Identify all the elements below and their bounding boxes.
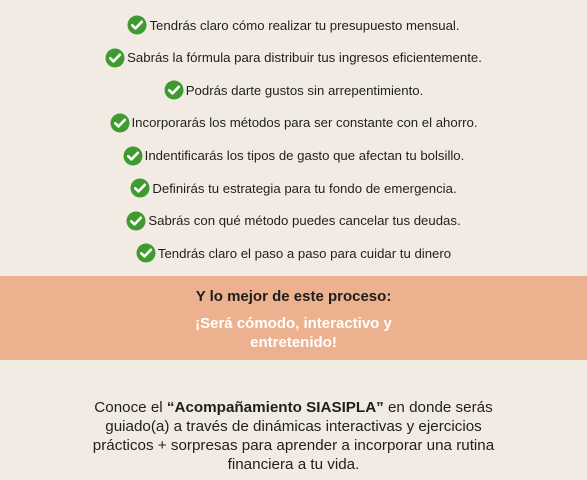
benefit-label: Incorporarás los métodos para ser constante con el ahorro. <box>131 115 478 131</box>
benefit-label: Tendrás claro el paso a paso para cuidar tu dinero <box>157 245 452 261</box>
program-name: “Acompañamiento SIASIPLA” <box>166 399 384 417</box>
benefit-label: Indentificarás los tipos de gasto que afectan tu bolsillo. <box>144 148 465 164</box>
benefits-list <box>0 9 587 270</box>
check-circle-icon <box>105 48 125 68</box>
benefit-label: Sabrás con qué método puedes cancelar tus deudas. <box>148 213 461 229</box>
highlight-title: Y lo mejor de este proceso: <box>195 288 392 305</box>
description-prefix: Conoce el <box>94 399 167 417</box>
highlight-band <box>0 276 587 360</box>
benefit-label: Podrás darte gustos sin arrepentimiento. <box>185 82 424 98</box>
check-circle-icon <box>136 243 156 263</box>
benefit-label: Sabrás la fórmula para distribuir tus ingresos eficientemente. <box>127 50 482 66</box>
benefit-item <box>0 205 587 238</box>
check-circle-icon <box>130 178 150 198</box>
check-circle-icon <box>127 15 147 35</box>
benefit-item <box>0 9 587 42</box>
check-circle-icon <box>164 80 184 100</box>
benefit-item <box>0 74 587 107</box>
benefit-item <box>0 172 587 205</box>
check-circle-icon <box>110 113 130 133</box>
benefit-item <box>0 237 587 270</box>
benefit-item <box>0 139 587 172</box>
benefit-item <box>0 42 587 75</box>
benefit-label: Tendrás claro cómo realizar tu presupuesto mensual. <box>149 17 460 33</box>
highlight-line: ¡Será cómodo, interactivo y entretenido! <box>195 315 392 351</box>
description-suffix: en donde serás guiado(a) a través de dinámicas interactivas y ejercicios prácticos + sorpresas para aprender a incorporar una rutina financiera a tu vida. <box>92 399 495 474</box>
program-description <box>85 398 502 474</box>
check-circle-icon <box>126 211 146 231</box>
check-circle-icon <box>123 146 143 166</box>
benefit-label: Definirás tu estrategia para tu fondo de emergencia. <box>152 180 457 196</box>
benefit-item <box>0 107 587 140</box>
